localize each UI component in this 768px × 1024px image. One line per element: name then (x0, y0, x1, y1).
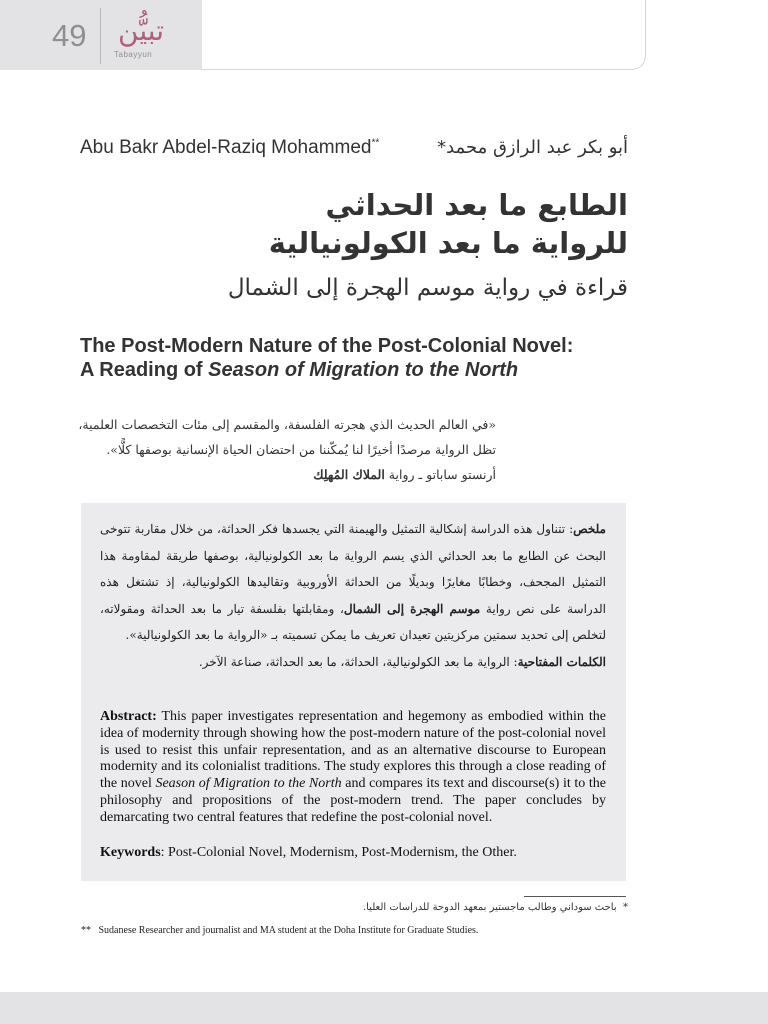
footnote-rule (524, 896, 626, 897)
epigraph-line-1: «في العالم الحديث الذي هجرته الفلسفة، والمقسم إلى مئات التخصصات العلمية، (78, 417, 496, 432)
page-number: 49 (52, 18, 87, 53)
author-english: Abu Bakr Abdel-Raziq Mohammed** (80, 137, 380, 158)
arabic-title-line-1: الطابع ما بعد الحداثي (325, 188, 628, 222)
arabic-keywords: الكلمات المفتاحية: الرواية ما بعد الكولونيالية، الحداثة، ما بعد الحداثة، صناعة الآخر. (198, 654, 606, 669)
arabic-abstract (100, 516, 606, 675)
english-abstract: Abstract: This paper investigates representation and hegemony as embodied within the idea of modernity through showing how the post-modern nature of the post-colonial novel is used to resist this unfair representation, and as an alternative discourse to European modernity and its colonialist traditions. The study explores this through a close reading of the novel Season of Migration to the North and compares its text and discourse(s) it to the philosophy and propositions of the post-modern trend. The paper concludes by demarcating two central features that redefine the post-colonial novel. (100, 709, 606, 825)
arabic-abstract-body: ملخص: تتناول هذه الدراسة إشكالية التمثيل والهيمنة التي يجسدها فكر الحداثة، من خلال مقاربة تتوخى البحث عن الطابع ما بعد الحداثي الذي يسم الرواية ما بعد الكولونيالية، بوصفها طريقة لمقاومة هذا التمثيل المجحف، وخطابًا مغايرًا وبديلًا من الحداثة الأوروبية وتقاليدها الكولونيالية، إذ تشتغل هذه الدراسة على نص رواية موسم الهجرة إلى الشمال، ومقابلتها بفلسفة تيار ما بعد الحداثة ومقولاته، لتخلص إلى تحديد سمتين مركزيتين تعيدان تعريف ما يمكن تسميته بـ «الرواية ما بعد الكولونيالية». (100, 522, 606, 642)
footnote-2: ** Sudanese Researcher and journalist and MA student at the Doha Institute for Graduate Studies. (81, 925, 479, 936)
epigraph-attribution: أرنستو ساباتو ـ رواية الملاك المُهلِك (313, 467, 496, 482)
epigraph-line-2: تظل الرواية مرصدًا أخيرًا لنا يُمكّننا من احتضان الحياة الإنسانية بوصفها كلًّا». (106, 442, 496, 457)
author-arabic: أبو بكر عبد الرازق محمد* (437, 137, 628, 158)
footer-band (0, 992, 768, 1024)
arabic-subtitle: قراءة في رواية موسم الهجرة إلى الشمال (227, 275, 628, 301)
arabic-title-line-2: للرواية ما بعد الكولونيالية (268, 226, 628, 260)
english-keywords: Keywords: Post-Colonial Novel, Modernism, Post-Modernism, the Other. (100, 845, 517, 860)
header-tab (0, 0, 202, 70)
epigraph (56, 412, 496, 487)
journal-logo: تبيُّن (118, 14, 165, 47)
header-divider (100, 8, 101, 64)
journal-logo-latin: Tabayyun (114, 50, 153, 59)
english-title-line-2: A Reading of Season of Migration to the North (80, 359, 519, 381)
english-title-line-1: The Post-Modern Nature of the Post-Colonial Novel: (80, 335, 574, 357)
footnote-1: * باحث سوداني وطالب ماجستير بمعهد الدوحة للدراسات العليا. (362, 902, 628, 913)
english-title (80, 334, 640, 382)
